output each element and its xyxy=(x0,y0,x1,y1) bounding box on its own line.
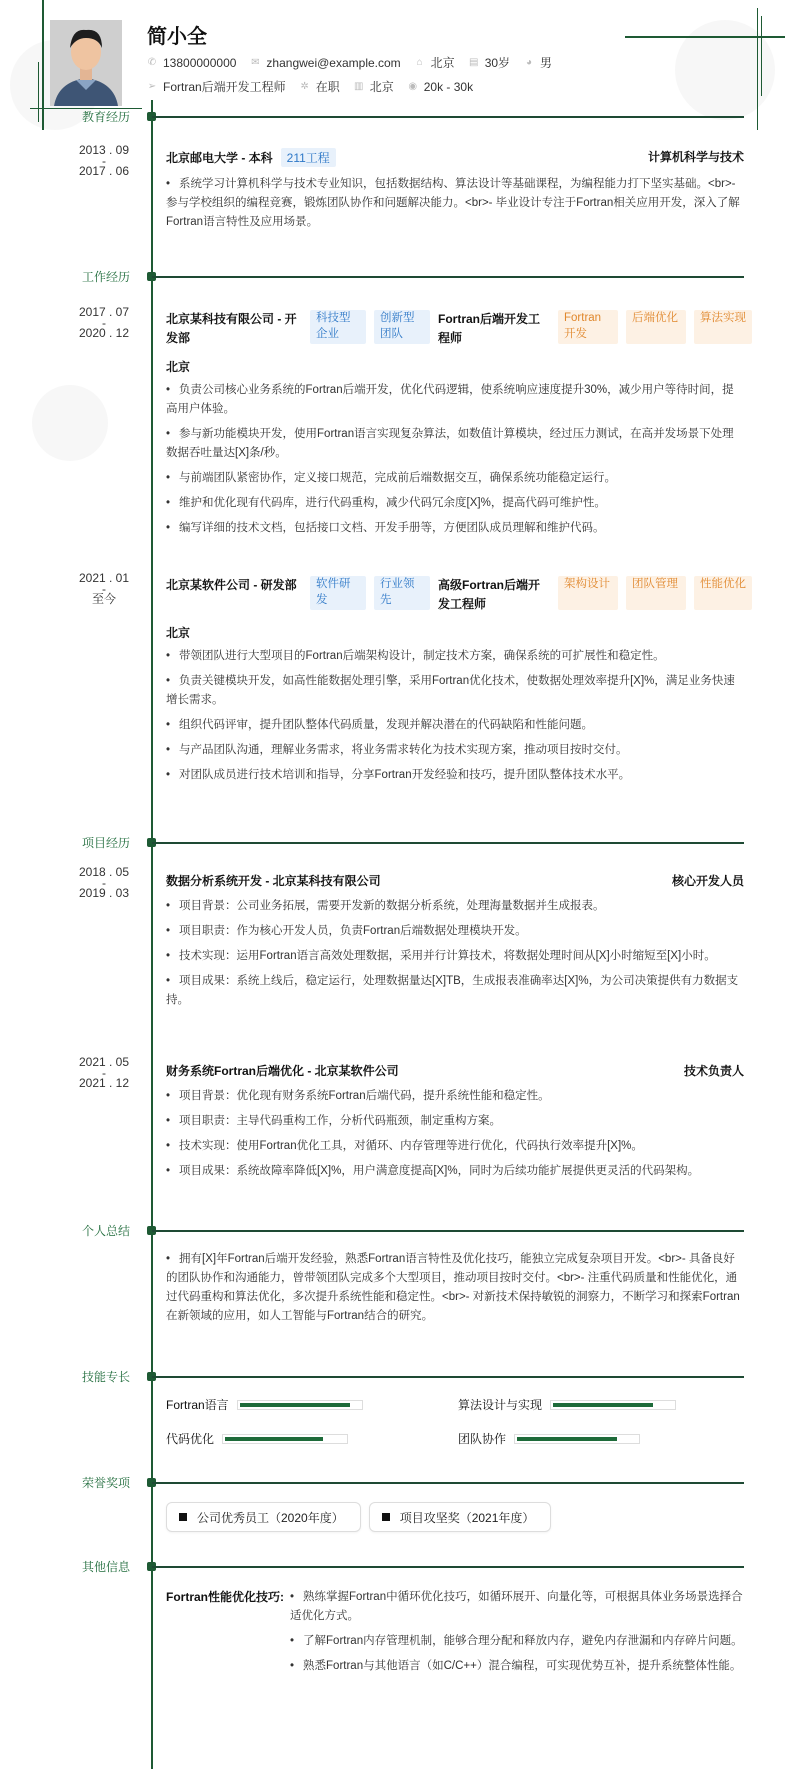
list-item: • 负责关键模块开发，如高性能数据处理引擎，采用Fortran优化技术，使数据处理效率提升[X]%，满足业务快速增长需求。 xyxy=(166,675,735,706)
list-item: • 熟练掌握Fortran中循环优化技巧，如循环展开、向量化等，可根据具体业务场景选择合适优化方式。 xyxy=(290,1591,743,1622)
project-entry xyxy=(166,872,744,1016)
age-icon: ▤ xyxy=(468,56,479,68)
summary-entry xyxy=(166,1250,744,1332)
list-item: • 项目成果：系统上线后，稳定运行，处理数据量达[X]TB，生成报表准确率达[X]%，为公司决策提供有力数据支持。 xyxy=(166,975,739,1006)
project-role: 技术负责人 xyxy=(683,1064,744,1078)
section-divider xyxy=(152,1230,744,1232)
skill-tag: 团队管理 xyxy=(626,576,686,610)
square-bullet-icon xyxy=(382,1513,390,1521)
major: 计算机科学与技术 xyxy=(647,150,744,164)
section-title: 工作经历 xyxy=(81,270,130,284)
job-city: ▥ 北京 xyxy=(353,80,394,94)
section-divider xyxy=(152,276,744,278)
list-item: • 负责公司核心业务系统的Fortran后端开发，优化代码逻辑，使系统响应速度提升30%，减少用户等待时间，提高用户体验。 xyxy=(166,384,734,415)
work-entry xyxy=(166,310,744,544)
school-tag: 211工程 xyxy=(281,148,336,167)
skill-tag: 后端优化 xyxy=(626,310,686,344)
list-item: • 项目职责：作为核心开发人员，负责Fortran后端数据处理模块开发。 xyxy=(166,925,527,937)
list-item: • 拥有[X]年Fortran后端开发经验，熟悉Fortran语言特性及优化技巧，能独立完成复杂项目开发。<br>- 具备良好的团队协作和沟通能力，曾带领团队完成多个大型项目，推动项目按时交付。<br>- 注重代码质量和性能优化，通过代码重构和算法优化，多次提升系统性能和稳定性。<br>- 对新技术保持敏锐的洞察力，不断学习和探索Fortran在新领域的应用，如人工智能与Fortran结合的研究。 xyxy=(166,1253,740,1322)
section-skills xyxy=(0,1368,794,1384)
square-bullet-icon xyxy=(179,1513,187,1521)
project-name: 数据分析系统开发 - 北京某科技有限公司 xyxy=(166,874,381,888)
work-city: 北京 xyxy=(166,360,191,374)
education-entry xyxy=(166,148,744,238)
section-title: 荣誉奖项 xyxy=(81,1476,130,1490)
work-date: 2021 . 01 - 至今 xyxy=(78,571,130,606)
project-name: 财务系统Fortran后端优化 - 北京某软件公司 xyxy=(166,1064,399,1078)
avatar xyxy=(50,20,122,106)
list-item: • 系统学习计算机科学与技术专业知识，包括数据结构、算法设计等基础课程，为编程能力打下坚实基础。<br>- 参与学校组织的编程竞赛，锻炼团队协作和问题解决能力。<br>- 毕业设计专注于Fortran相关应用开发，深入了解Fortran语言特性及应用场景。 xyxy=(166,178,740,228)
education-date: 2013 . 09 - 2017 . 06 xyxy=(78,143,130,178)
skill-item: 团队协作 xyxy=(458,1430,640,1447)
section-awards xyxy=(0,1474,794,1490)
section-title: 项目经历 xyxy=(81,836,130,850)
home-icon: ⌂ xyxy=(416,56,423,68)
skill-bar xyxy=(550,1400,676,1410)
section-work xyxy=(0,268,794,284)
contact-age: ▤ 30岁 xyxy=(468,56,511,70)
mail-icon: ✉ xyxy=(251,56,260,68)
decorative-line xyxy=(761,16,762,96)
company-tag: 软件研发 xyxy=(310,576,366,610)
building-icon: ▥ xyxy=(353,80,364,92)
section-divider xyxy=(152,1566,744,1568)
list-item: • 组织代码评审，提升团队整体代码质量，发现并解决潜在的代码缺陷和性能问题。 xyxy=(166,719,594,731)
section-divider xyxy=(152,116,744,118)
gender-icon: ◕ xyxy=(526,56,533,68)
job-position: ➢ Fortran后端开发工程师 xyxy=(147,80,286,94)
skill-bar xyxy=(237,1400,363,1410)
company-tag: 行业领先 xyxy=(374,576,430,610)
project-entry xyxy=(166,1062,744,1187)
section-title: 教育经历 xyxy=(81,110,130,124)
company-name: 北京某科技有限公司 - 开发部 xyxy=(166,312,297,345)
skill-item: 代码优化 xyxy=(166,1430,348,1447)
section-title: 技能专长 xyxy=(81,1370,130,1384)
skill-item: Fortran语言 xyxy=(166,1396,363,1413)
skill-tag: 性能优化 xyxy=(694,576,752,610)
list-item: • 对团队成员进行技术培训和指导，分享Fortran开发经验和技巧，提升团队整体技术水平。 xyxy=(166,769,631,781)
skill-bar xyxy=(222,1434,348,1444)
section-projects xyxy=(0,834,794,850)
timeline-line xyxy=(151,100,153,1769)
project-role: 核心开发人员 xyxy=(671,874,744,888)
job-intent-row xyxy=(147,78,481,95)
job-title: Fortran后端开发工程师 xyxy=(438,312,541,345)
work-entry xyxy=(166,576,744,791)
work-date: 2017 . 07 - 2020 . 12 xyxy=(78,305,130,340)
list-item: • 了解Fortran内存管理机制，能够合理分配和释放内存，避免内存泄漏和内存碎片问题。 xyxy=(290,1635,743,1647)
company-name: 北京某软件公司 - 研发部 xyxy=(166,578,297,592)
work-city: 北京 xyxy=(166,626,191,640)
awards-list xyxy=(166,1502,551,1532)
list-item: • 维护和优化现有代码库，进行代码重构，减少代码冗余度[X]%，提高代码可维护性。 xyxy=(166,497,606,509)
section-other xyxy=(0,1558,794,1574)
list-item: • 项目背景：公司业务拓展，需要开发新的数据分析系统，处理海量数据并生成报表。 xyxy=(166,900,605,912)
contact-row xyxy=(147,54,560,71)
contact-phone: ✆ 13800000000 xyxy=(147,55,237,70)
salary-icon: ◉ xyxy=(408,80,418,92)
contact-gender: ◕ 男 xyxy=(526,56,553,70)
job-title: 高级Fortran后端开发工程师 xyxy=(438,578,541,611)
list-item: • 熟悉Fortran与其他语言（如C/C++）混合编程，可实现优势互补，提升系统整体性能。 xyxy=(290,1660,742,1672)
list-item: • 项目成果：系统故障率降低[X]%，用户满意度提高[X]%，同时为后续功能扩展提供更灵活的代码架构。 xyxy=(166,1165,700,1177)
phone-icon: ✆ xyxy=(147,56,157,68)
list-item: • 参与新功能模块开发，使用Fortran语言实现复杂算法，如数值计算模块，经过压力测试，在高并发场景下处理数据吞吐量达[X]条/秒。 xyxy=(166,428,734,459)
skill-bar xyxy=(514,1434,640,1444)
list-item: • 与产品团队沟通，理解业务需求，将业务需求转化为技术实现方案，推动项目按时交付。 xyxy=(166,744,628,756)
section-divider xyxy=(152,1376,744,1378)
section-education xyxy=(0,108,794,124)
list-item: • 编写详细的技术文档，包括接口文档、开发手册等，方便团队成员理解和维护代码。 xyxy=(166,522,605,534)
award-item: 项目攻坚奖（2021年度） xyxy=(369,1502,552,1532)
skill-tag: Fortran开发 xyxy=(558,310,618,344)
section-divider xyxy=(152,842,744,844)
send-icon: ➢ xyxy=(147,80,157,92)
other-info xyxy=(166,1588,744,1682)
school-name: 北京邮电大学 - 本科 xyxy=(166,151,273,165)
skill-tag: 算法实现 xyxy=(694,310,752,344)
section-title: 个人总结 xyxy=(81,1224,130,1238)
list-item: • 与前端团队紧密协作，定义接口规范，完成前后端数据交互，确保系统功能稳定运行。 xyxy=(166,472,617,484)
award-item: 公司优秀员工（2020年度） xyxy=(166,1502,361,1532)
resume-header xyxy=(50,20,750,110)
job-status: ✲ 在职 xyxy=(300,80,340,94)
list-item: • 项目背景：优化现有财务系统Fortran后端代码，提升系统性能和稳定性。 xyxy=(166,1090,550,1102)
company-tag: 创新型团队 xyxy=(374,310,430,344)
skill-item: 算法设计与实现 xyxy=(458,1396,676,1413)
list-item: • 项目职责：主导代码重构工作，分析代码瓶颈，制定重构方案。 xyxy=(166,1115,502,1127)
skill-tag: 架构设计 xyxy=(558,576,618,610)
section-title: 其他信息 xyxy=(81,1560,130,1574)
project-date: 2018 . 05 - 2019 . 03 xyxy=(78,865,130,900)
section-summary xyxy=(0,1222,794,1238)
decorative-circle xyxy=(32,385,108,461)
candidate-name: 简小全 xyxy=(147,26,207,48)
company-tag: 科技型企业 xyxy=(310,310,366,344)
section-divider xyxy=(152,1482,744,1484)
list-item: • 技术实现：运用Fortran语言高效处理数据，采用并行计算技术，将数据处理时间从[X]小时缩短至[X]小时。 xyxy=(166,950,716,962)
project-date: 2021 . 05 - 2021 . 12 xyxy=(78,1055,130,1090)
contact-email[interactable]: ✉ zhangwei@example.com xyxy=(251,55,401,70)
other-info-key: Fortran性能优化技巧: xyxy=(166,1590,284,1604)
job-salary: ◉ 20k - 30k xyxy=(408,79,474,94)
status-icon: ✲ xyxy=(300,80,309,92)
list-item: • 带领团队进行大型项目的Fortran后端架构设计，制定技术方案，确保系统的可扩展性和稳定性。 xyxy=(166,650,665,662)
contact-location: ⌂ 北京 xyxy=(416,56,455,70)
list-item: • 技术实现：使用Fortran优化工具，对循环、内存管理等进行优化，代码执行效率提升[X]%。 xyxy=(166,1140,643,1152)
